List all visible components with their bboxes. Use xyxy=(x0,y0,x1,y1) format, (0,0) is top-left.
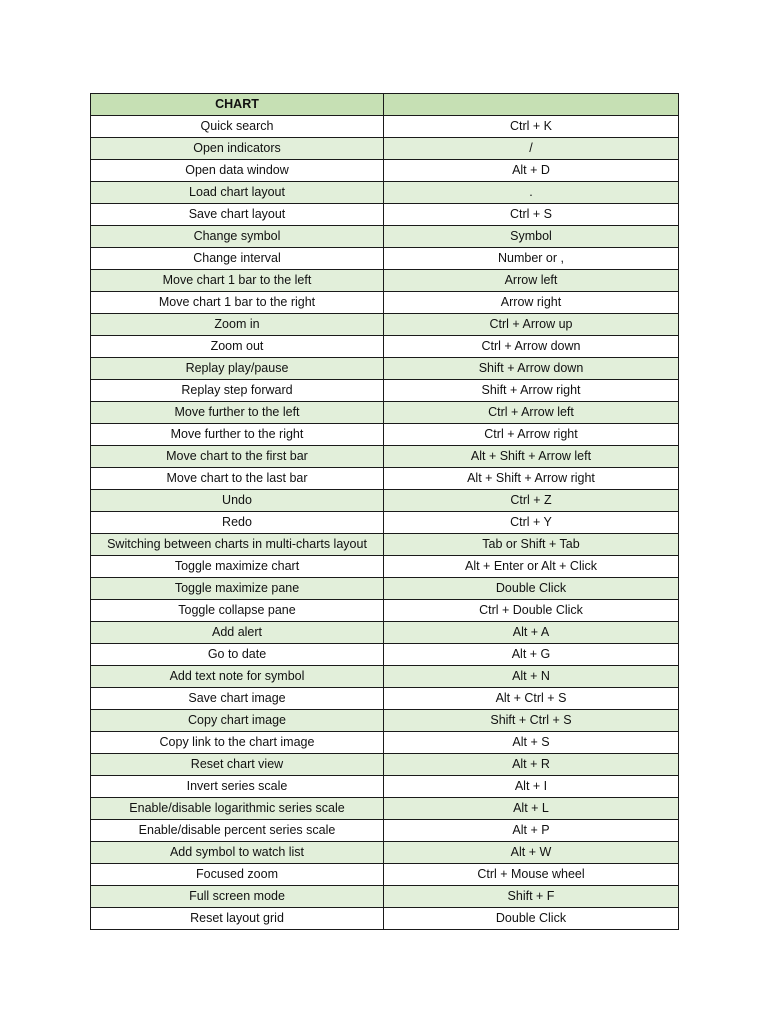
table-row xyxy=(91,380,679,402)
shortcut-cell: Alt + Shift + Arrow left xyxy=(384,446,679,468)
table-row xyxy=(91,710,679,732)
action-cell: Quick search xyxy=(91,116,384,138)
shortcut-cell: Alt + G xyxy=(384,644,679,666)
table-row xyxy=(91,182,679,204)
shortcut-cell: Double Click xyxy=(384,578,679,600)
table-row xyxy=(91,754,679,776)
shortcut-cell: Symbol xyxy=(384,226,679,248)
action-cell: Save chart image xyxy=(91,688,384,710)
action-cell: Load chart layout xyxy=(91,182,384,204)
shortcut-cell: Alt + Ctrl + S xyxy=(384,688,679,710)
table-row xyxy=(91,886,679,908)
action-cell: Move further to the left xyxy=(91,402,384,424)
table-row xyxy=(91,842,679,864)
shortcut-cell: Arrow left xyxy=(384,270,679,292)
action-cell: Reset chart view xyxy=(91,754,384,776)
table-row xyxy=(91,116,679,138)
table-row xyxy=(91,644,679,666)
action-cell: Undo xyxy=(91,490,384,512)
shortcut-cell: Alt + R xyxy=(384,754,679,776)
shortcut-cell: Shift + Arrow right xyxy=(384,380,679,402)
shortcut-cell: Tab or Shift + Tab xyxy=(384,534,679,556)
table-row xyxy=(91,138,679,160)
table-row xyxy=(91,864,679,886)
action-cell: Toggle maximize chart xyxy=(91,556,384,578)
shortcut-cell: Ctrl + Double Click xyxy=(384,600,679,622)
shortcut-cell: Alt + Shift + Arrow right xyxy=(384,468,679,490)
shortcut-cell: Ctrl + S xyxy=(384,204,679,226)
table-row xyxy=(91,358,679,380)
action-cell: Open indicators xyxy=(91,138,384,160)
shortcut-cell: Alt + A xyxy=(384,622,679,644)
table-row xyxy=(91,666,679,688)
shortcut-cell: Ctrl + Arrow up xyxy=(384,314,679,336)
table-row xyxy=(91,468,679,490)
table-row xyxy=(91,248,679,270)
action-cell: Move further to the right xyxy=(91,424,384,446)
action-cell: Add text note for symbol xyxy=(91,666,384,688)
shortcut-cell: Ctrl + Arrow down xyxy=(384,336,679,358)
action-cell: Redo xyxy=(91,512,384,534)
shortcut-cell: Ctrl + Arrow right xyxy=(384,424,679,446)
table-row xyxy=(91,556,679,578)
action-cell: Move chart 1 bar to the right xyxy=(91,292,384,314)
table-header-row xyxy=(91,94,679,116)
shortcut-cell: Number or , xyxy=(384,248,679,270)
action-cell: Enable/disable percent series scale xyxy=(91,820,384,842)
shortcut-cell: Ctrl + K xyxy=(384,116,679,138)
action-cell: Add symbol to watch list xyxy=(91,842,384,864)
shortcut-cell: Arrow right xyxy=(384,292,679,314)
action-cell: Add alert xyxy=(91,622,384,644)
shortcut-cell: / xyxy=(384,138,679,160)
table-row xyxy=(91,424,679,446)
shortcut-cell: Shift + Ctrl + S xyxy=(384,710,679,732)
shortcut-cell: Ctrl + Arrow left xyxy=(384,402,679,424)
table-row xyxy=(91,204,679,226)
table-row xyxy=(91,820,679,842)
action-cell: Enable/disable logarithmic series scale xyxy=(91,798,384,820)
action-cell: Replay step forward xyxy=(91,380,384,402)
table-row xyxy=(91,908,679,930)
table-row xyxy=(91,512,679,534)
shortcut-cell: Alt + P xyxy=(384,820,679,842)
action-cell: Toggle maximize pane xyxy=(91,578,384,600)
shortcut-cell: Shift + F xyxy=(384,886,679,908)
shortcuts-table-body xyxy=(91,94,679,930)
shortcut-cell: Alt + S xyxy=(384,732,679,754)
table-row xyxy=(91,578,679,600)
shortcut-cell: . xyxy=(384,182,679,204)
table-row xyxy=(91,534,679,556)
table-row xyxy=(91,600,679,622)
action-cell: Go to date xyxy=(91,644,384,666)
action-cell: Full screen mode xyxy=(91,886,384,908)
action-cell: Save chart layout xyxy=(91,204,384,226)
action-cell: Move chart to the last bar xyxy=(91,468,384,490)
shortcuts-table xyxy=(90,93,679,930)
table-row xyxy=(91,490,679,512)
action-cell: Reset layout grid xyxy=(91,908,384,930)
table-row xyxy=(91,446,679,468)
action-cell: Replay play/pause xyxy=(91,358,384,380)
action-cell: Zoom out xyxy=(91,336,384,358)
action-cell: Copy chart image xyxy=(91,710,384,732)
action-cell: Copy link to the chart image xyxy=(91,732,384,754)
shortcut-cell: Double Click xyxy=(384,908,679,930)
action-cell: Switching between charts in multi-charts layout xyxy=(91,534,384,556)
action-cell: Focused zoom xyxy=(91,864,384,886)
table-row xyxy=(91,226,679,248)
header-cell-section: CHART xyxy=(91,94,384,116)
table-row xyxy=(91,622,679,644)
action-cell: Zoom in xyxy=(91,314,384,336)
action-cell: Change symbol xyxy=(91,226,384,248)
action-cell: Change interval xyxy=(91,248,384,270)
shortcut-cell: Shift + Arrow down xyxy=(384,358,679,380)
action-cell: Open data window xyxy=(91,160,384,182)
table-row xyxy=(91,688,679,710)
table-row xyxy=(91,798,679,820)
header-cell-blank xyxy=(384,94,679,116)
table-row xyxy=(91,776,679,798)
shortcut-cell: Alt + L xyxy=(384,798,679,820)
table-row xyxy=(91,292,679,314)
shortcut-cell: Alt + I xyxy=(384,776,679,798)
table-row xyxy=(91,732,679,754)
action-cell: Invert series scale xyxy=(91,776,384,798)
action-cell: Move chart to the first bar xyxy=(91,446,384,468)
table-row xyxy=(91,270,679,292)
table-row xyxy=(91,402,679,424)
table-row xyxy=(91,314,679,336)
shortcut-cell: Ctrl + Y xyxy=(384,512,679,534)
shortcut-cell: Alt + N xyxy=(384,666,679,688)
table-row xyxy=(91,336,679,358)
shortcut-cell: Alt + D xyxy=(384,160,679,182)
table-row xyxy=(91,160,679,182)
shortcut-cell: Ctrl + Mouse wheel xyxy=(384,864,679,886)
shortcut-cell: Alt + W xyxy=(384,842,679,864)
action-cell: Toggle collapse pane xyxy=(91,600,384,622)
shortcut-cell: Ctrl + Z xyxy=(384,490,679,512)
action-cell: Move chart 1 bar to the left xyxy=(91,270,384,292)
shortcut-cell: Alt + Enter or Alt + Click xyxy=(384,556,679,578)
